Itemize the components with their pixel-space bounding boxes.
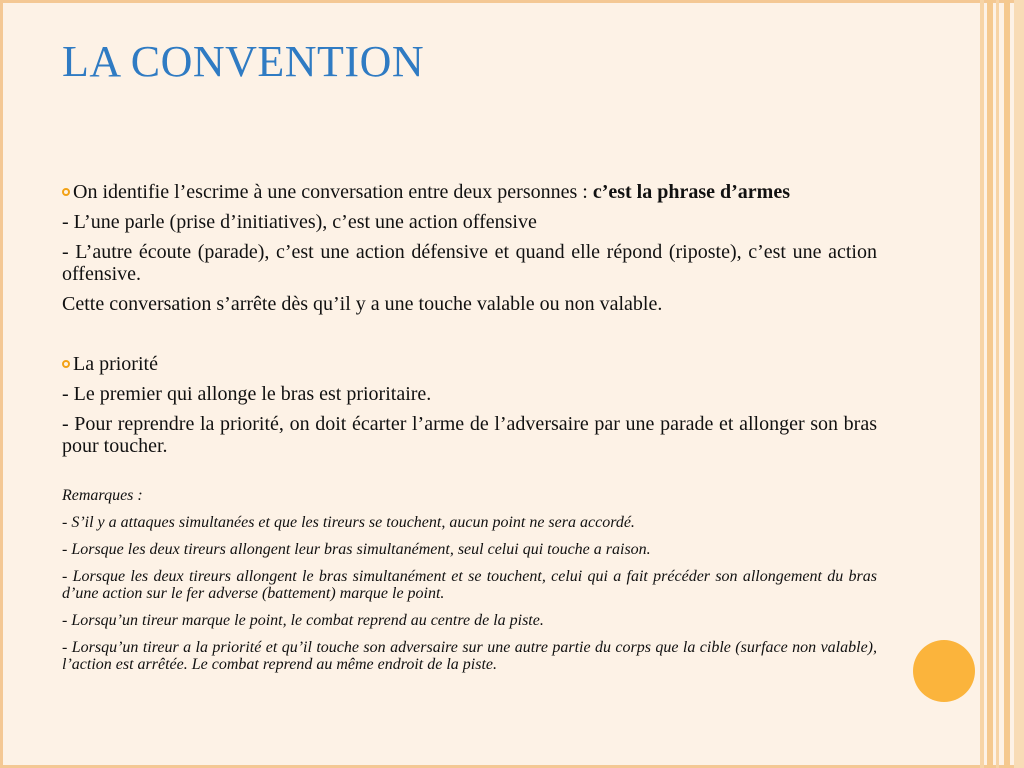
section1-intro-bold: c’est la phrase d’armes — [592, 181, 791, 203]
section2-line1: - Le premier qui allonge le bras est prioritaire. — [62, 383, 432, 405]
spacer — [62, 465, 877, 487]
spacer — [62, 323, 877, 353]
remark-item: - Lorsque les deux tireurs allongent le bras simultanément et se touchent, celui qui a fait précéder son allongement du bras d’une action sur le fer adverse (battement) marque le point. — [62, 568, 877, 602]
slide-title: LA CONVENTION — [62, 37, 425, 86]
decorative-stripe — [1004, 0, 1010, 768]
decorative-stripe — [987, 0, 993, 768]
decorative-stripe — [980, 0, 984, 768]
section1-line2: - L’autre écoute (parade), c’est une action défensive et quand elle répond (riposte), c’est une action offensive. — [62, 241, 877, 285]
section2-line2: - Pour reprendre la priorité, on doit écarter l’arme de l’adversaire par une parade et allonger son bras pour toucher. — [62, 413, 877, 457]
remark-item: - Lorsque les deux tireurs allongent leur bras simultanément, seul celui qui touche a raison. — [62, 541, 651, 558]
decorative-circle — [913, 640, 975, 702]
section2-heading-text: La priorité — [73, 353, 158, 375]
section1-line3: Cette conversation s’arrête dès qu’il y a une touche valable ou non valable. — [62, 293, 663, 315]
section1-line1: - L’une parle (prise d’initiatives), c’est une action offensive — [62, 211, 537, 233]
section1-intro-text: On identifie l’escrime à une conversation entre deux personnes : — [73, 181, 593, 203]
remark-item: - S’il y a attaques simultanées et que les tireurs se touchent, aucun point ne sera accordé. — [62, 514, 635, 531]
remark-item: - Lorsqu’un tireur a la priorité et qu’il touche son adversaire sur une autre partie du corps que la cible (surface non valable), l’action est arrêtée. Le combat reprend au même endroit de la piste. — [62, 639, 877, 673]
bullet-icon — [62, 188, 70, 196]
decorative-stripe — [996, 0, 999, 768]
remarks-heading: Remarques : — [62, 487, 143, 504]
section1-intro — [62, 181, 877, 203]
decorative-stripe — [1014, 0, 1024, 768]
slide-body — [62, 181, 877, 683]
remark-item: - Lorsqu’un tireur marque le point, le combat reprend au centre de la piste. — [62, 612, 544, 629]
section2-heading — [62, 353, 877, 375]
bullet-icon — [62, 360, 70, 368]
